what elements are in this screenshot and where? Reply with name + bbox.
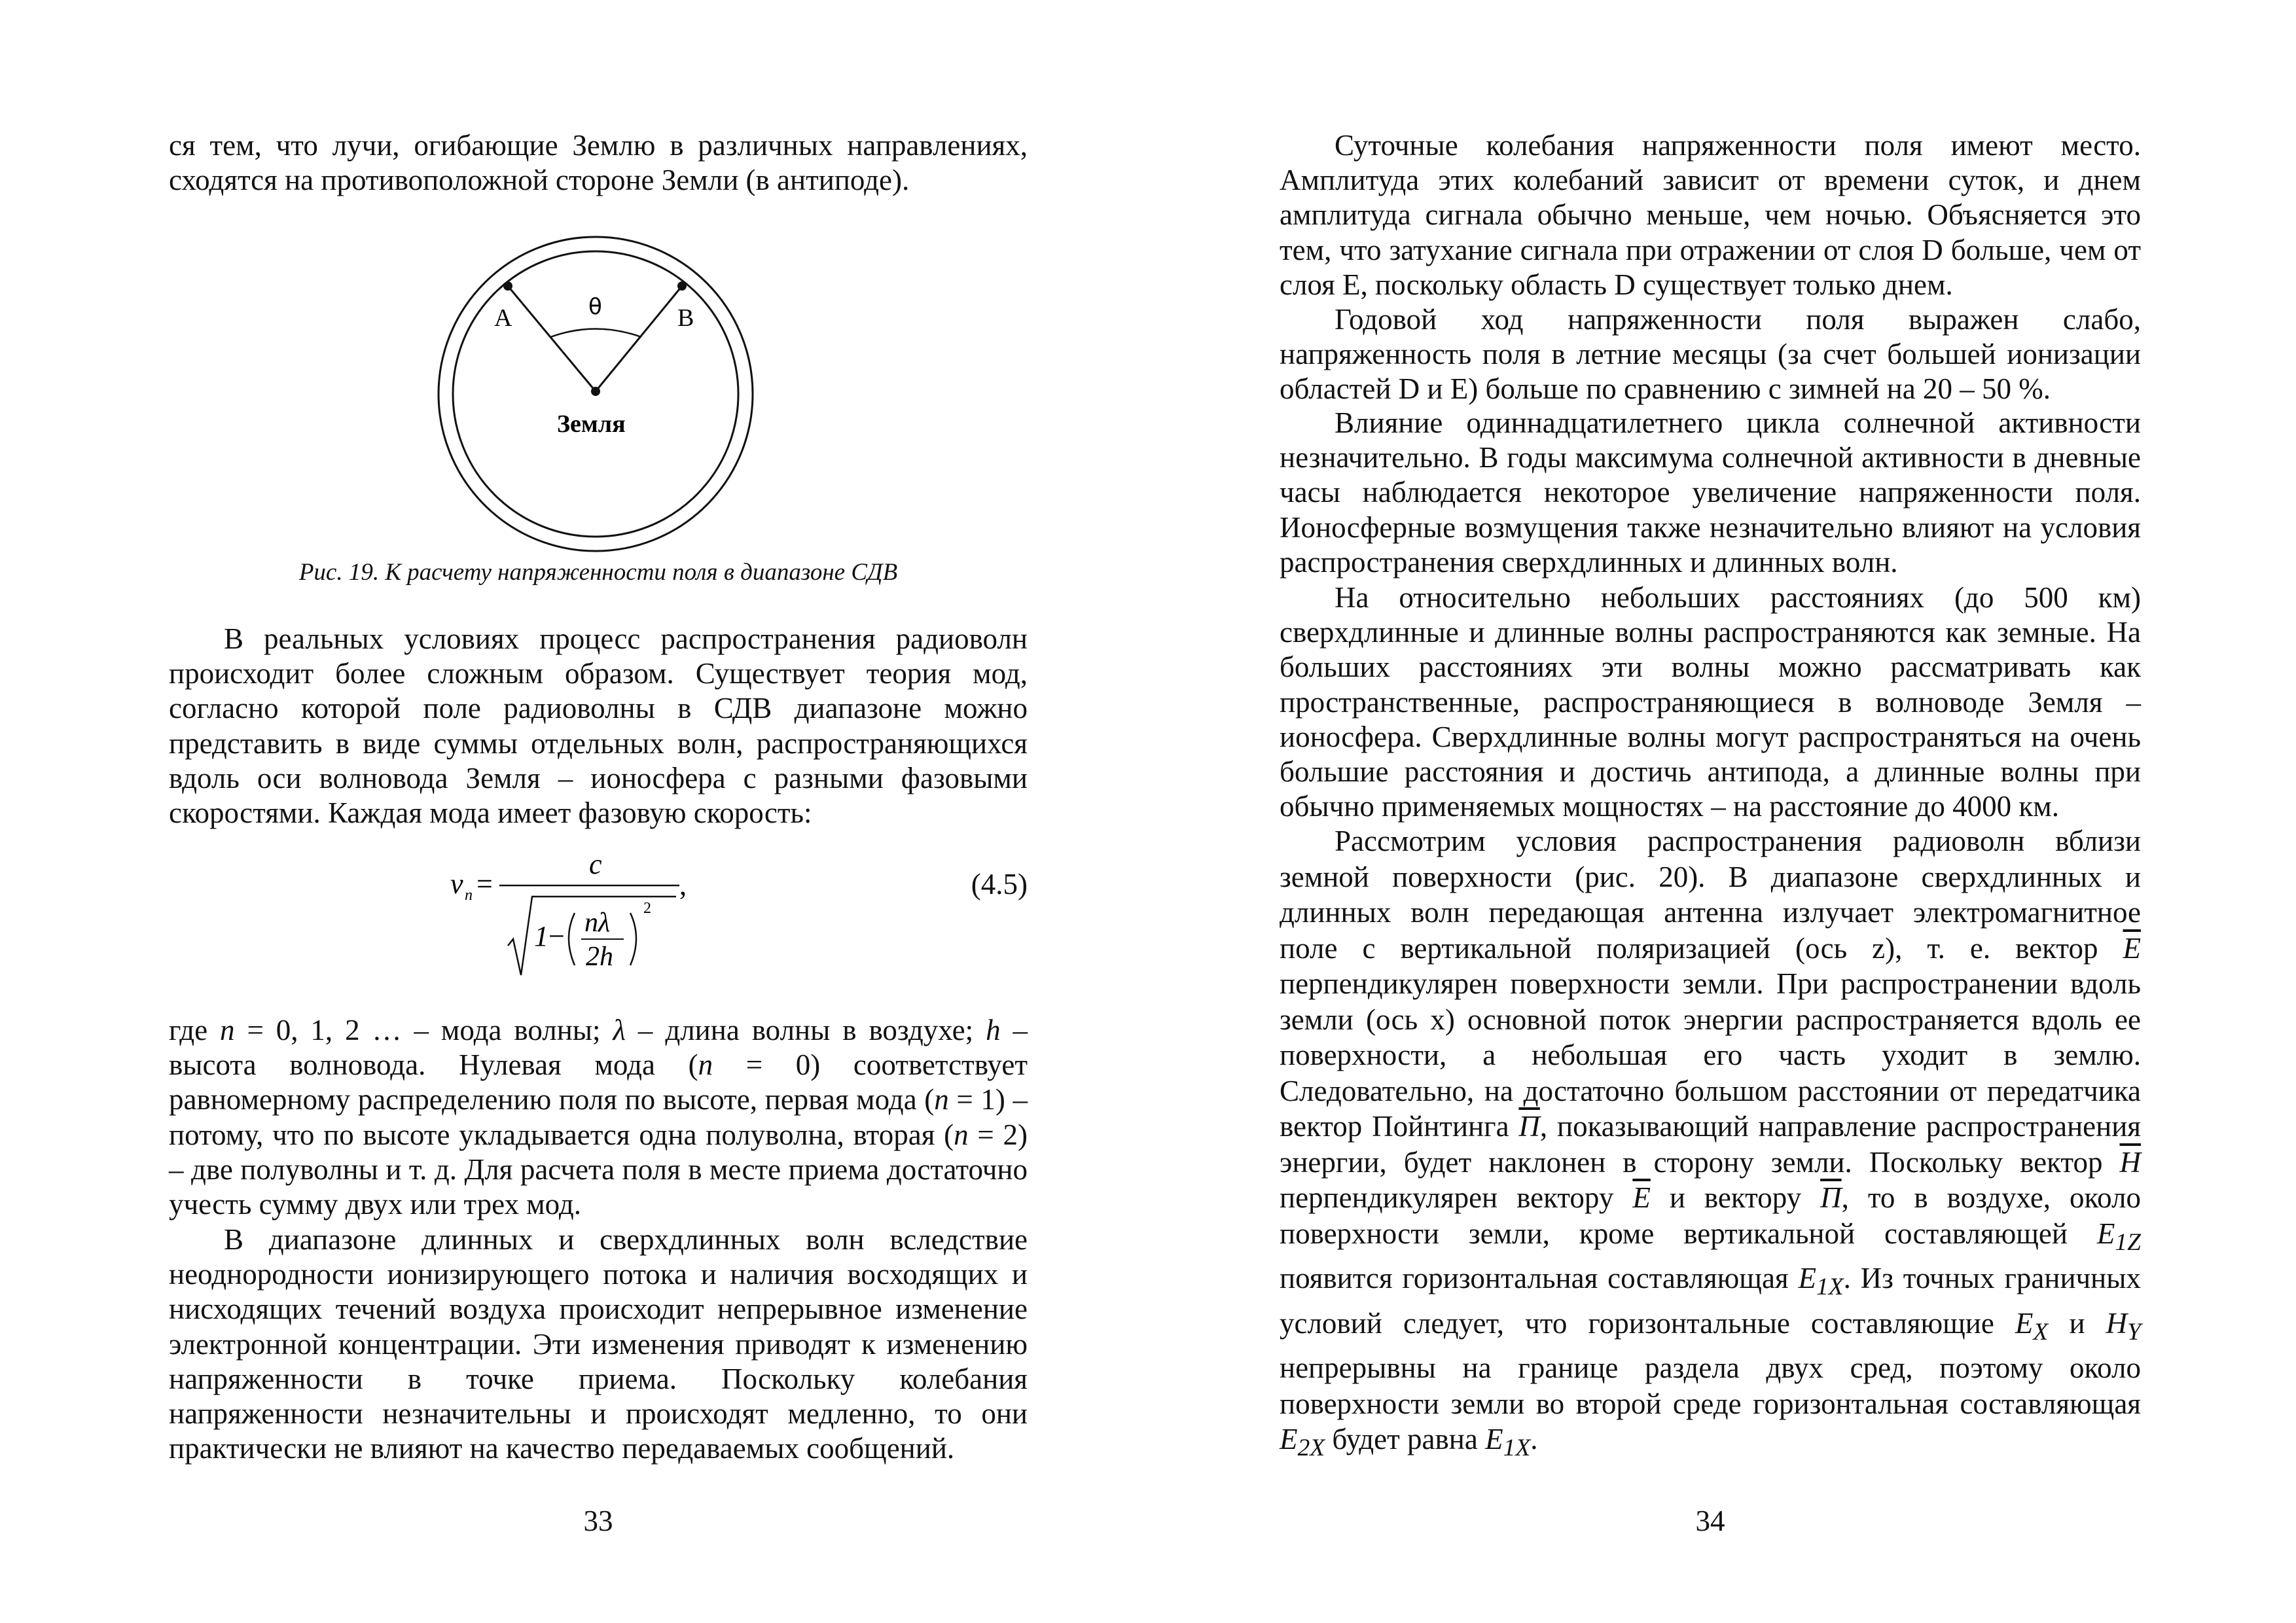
- paragraph-modes-explained: [169, 1013, 1028, 1222]
- point-b: [677, 281, 687, 291]
- p2-n1: n: [220, 1014, 235, 1046]
- paragraph-distances: [1280, 580, 2141, 824]
- formula-power: 2: [643, 900, 651, 917]
- p5-s11: будет равна: [1325, 1423, 1486, 1455]
- e2x-sub: 2X: [1297, 1435, 1325, 1461]
- paragraph-annual: [1280, 302, 2141, 407]
- paragraph-long-waves-content: В диапазоне длинных и сверхдлинных волн вследствие неоднородности ионизирующего потока и наличия восходящих и нисходящих течений воздуха происходит непрерывное изменение электронной концентрации. Эти изменения приводят к изменению напряженности в точке приема. Поскольку колебания напряженности незначительны и происходят медленно, то они практически не влияют на качество передаваемых сообщений.: [169, 1223, 1028, 1465]
- formula-minus: −: [548, 920, 565, 952]
- p2-n4: n: [954, 1118, 969, 1151]
- equation-number: (4.5): [971, 868, 1028, 901]
- paragraph-daily-content: Суточные колебания напряженности поля имеют место. Амплитуда этих колебаний зависит от времени суток, и днем амплитуда сигнала обычно меньше, чем ночью. Объясняется это тем, что затухание сигнала при отражении от слоя D больше, чем от слоя E, поскольку область D существует только днем.: [1280, 129, 2141, 301]
- earth-center-point: [591, 387, 600, 396]
- paragraph-distances-content: На относительно небольших расстояниях (до 500 км) сверхдлинные и длинные волны распространяются как земные. На больших расстояниях эти волны можно рассматривать как пространственные, распространяющиеся в волноводе Земля – ионосфера. Сверхдлинные волны могут распространяться на очень большие расстояния и достичь антипода, а длинные волны при обычно применяемых мощностях – на расстояние до 4000 км.: [1280, 581, 2141, 823]
- formula-lhs-sub: n: [465, 887, 473, 904]
- p2-s5: = 0) соответствует равномерному распределению поля по высоте, первая мода (: [169, 1048, 1028, 1116]
- e2x: E: [1280, 1423, 1298, 1455]
- p2-s7: = 2) – две полуволны и т. д. Для расчета поля в месте приема достаточно учесть сумму двух или трех мод.: [169, 1118, 1028, 1221]
- ray-b: [596, 286, 682, 391]
- formula-4-5: [169, 847, 1028, 978]
- paragraph-solar: [1280, 406, 2141, 580]
- p2-n3: n: [934, 1083, 949, 1116]
- formula-inner-num: nλ: [584, 908, 611, 938]
- e1x: E: [1798, 1262, 1816, 1294]
- hy: H: [2106, 1306, 2128, 1340]
- figure-earth-diagram: [169, 232, 1028, 553]
- label-a: A: [494, 304, 512, 332]
- paragraph-long-waves: [169, 1222, 1028, 1466]
- p2-s6: = 1) – потому, что по высоте укладывается одна полуволна, вторая (: [169, 1083, 1028, 1151]
- formula-paren-right: [630, 913, 636, 965]
- e1x-b: E: [1485, 1423, 1503, 1455]
- p5-s4: перпендикулярен вектору: [1280, 1181, 1633, 1214]
- paragraph-surface: [1280, 823, 2141, 1467]
- p5-s5: и вектору: [1650, 1181, 1821, 1214]
- p5-s6: , то в воздухе, около поверхности земли, кроме вертикальной составляющей: [1280, 1181, 2141, 1250]
- formula-inner-den: 2h: [586, 942, 613, 972]
- formula-paren-left: [569, 913, 575, 965]
- hy-sub: Y: [2127, 1318, 2141, 1346]
- e1z: E: [2096, 1217, 2115, 1250]
- ex: E: [2015, 1306, 2034, 1340]
- formula-svg: [450, 847, 1039, 991]
- formula-one: 1: [534, 920, 548, 952]
- paragraph-modes-content: В реальных условиях процесс распространения радиоволн происходит более сложным образом. Существует теория мод, согласно которой поле радиоволны в СДВ диапазоне можно представить в виде суммы отдельных волн, распространяющихся вдоль оси волновода Земля – ионосфера с разными фазовыми скоростями. Каждая мода имеет фазовую скорость:: [169, 622, 1028, 830]
- p2-s4: – высота волновода. Нулевая мода (: [169, 1014, 1028, 1082]
- intro-text: [169, 128, 1028, 198]
- p5-s1: Рассмотрим условия распространения радиоволн вблизи земной поверхности (рис. 20). В диапазоне сверхдлинных и длинных волн передающая антенна излучает электромагнитное поле с вертикальной поляризацией (ось z), т. е. вектор: [1280, 825, 2141, 965]
- page-number-right: 34: [1695, 1505, 1725, 1537]
- p2-n2: n: [698, 1048, 713, 1082]
- paragraph-annual-content: Годовой ход напряженности поля выражен слабо, напряженность поля в летние месяцы (за счет большей ионизации областей D и E) больше по сравнению с зимней на 20 – 50 %.: [1280, 303, 2141, 406]
- vector-p-2: П: [1820, 1181, 1842, 1214]
- p5-s12: .: [1530, 1423, 1538, 1455]
- point-a: [503, 281, 512, 291]
- theta-arc: [550, 329, 641, 338]
- e1x-b-sub: 1X: [1503, 1435, 1531, 1461]
- p5-s2: перпендикулярен поверхности земли. При распространении вдоль земли (ось x) основной поток энергии распространяется вдоль ее поверхности, а небольшая его часть уходит в землю. Следовательно, на достаточно большом расстоянии от передатчика вектор Пойнтинга: [1280, 967, 2141, 1143]
- figure-caption: Рис. 19. К расчету напряженности поля в диапазоне СДВ: [298, 559, 898, 586]
- page-number-left: 33: [583, 1505, 613, 1537]
- vector-e-1: $\overline{E}$: [2123, 931, 2141, 965]
- p5-s7: появится горизонтальная составляющая: [1280, 1262, 1799, 1294]
- formula-equals: =: [476, 868, 493, 900]
- paragraph-modes: [169, 622, 1028, 830]
- p2-h: h: [986, 1014, 1001, 1046]
- p2-s3: – длина волны в воздухе;: [625, 1014, 986, 1046]
- formula-comma: ,: [679, 869, 687, 901]
- vector-e-2: $\overline{E}$: [1632, 1181, 1651, 1214]
- p5-s10: непрерывны на границе раздела двух сред, поэтому около поверхности земли во второй среде горизонтальная составляющая: [1280, 1351, 2141, 1420]
- paragraph-solar-content: Влияние одиннадцатилетнего цикла солнечной активности незначительно. В годы максимума солнечной активности в дневные часы наблюдается некоторое увеличение напряженности поля. Ионосферные возмущения также незначительно влияют на условия распространения сверхдлинных и длинных волн.: [1280, 406, 2141, 579]
- p2-s1: где: [169, 1014, 221, 1046]
- e1x-sub: 1X: [1816, 1274, 1844, 1300]
- vector-h-1: $\overline{H}$: [2119, 1145, 2141, 1179]
- earth-diagram-svg: [169, 232, 1028, 553]
- label-earth: Земля: [557, 410, 626, 438]
- p2-s2: = 0, 1, 2 … – мода волны;: [234, 1014, 613, 1046]
- p2-lambda: λ: [613, 1014, 626, 1046]
- paragraph-daily: [1280, 128, 2141, 302]
- vector-p-1: П: [1518, 1110, 1540, 1143]
- e1z-sub: 1Z: [2115, 1228, 2141, 1256]
- formula-lhs: v: [450, 868, 463, 900]
- p5-s8: . Из точных граничных условий следует, что горизонтальные составляющие: [1280, 1262, 2141, 1340]
- p5-s3: , показывающий направление распространения энергии, будет наклонен в сторону земли. Поскольку вектор: [1280, 1110, 2141, 1179]
- intro-text-content: ся тем, что лучи, огибающие Землю в различных направлениях, сходятся на противоположной стороне Земли (в антиподе).: [169, 129, 1028, 197]
- ray-a: [508, 286, 596, 391]
- label-b: B: [677, 304, 694, 332]
- formula-numerator: c: [589, 848, 602, 880]
- label-theta: θ: [588, 294, 602, 320]
- ex-sub: X: [2033, 1318, 2049, 1346]
- p5-s9: и: [2048, 1306, 2106, 1340]
